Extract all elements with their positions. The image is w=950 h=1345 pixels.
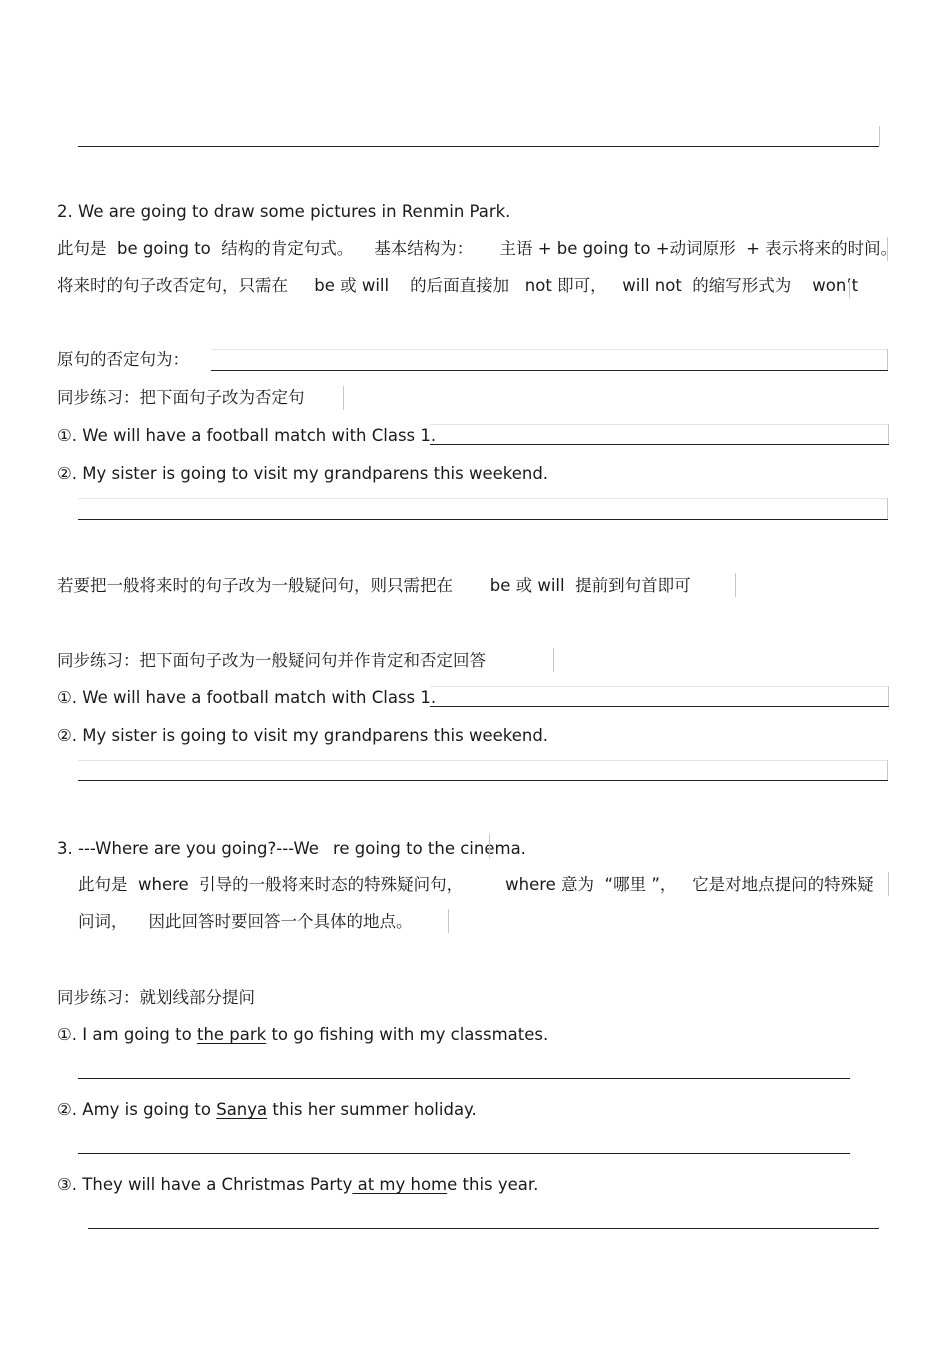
answer-line-top: [78, 146, 879, 147]
guide-line: [430, 686, 889, 687]
practice-3-answer-line-3: [88, 1228, 879, 1229]
margin-tick: [849, 280, 850, 298]
practice-3-title: 同步练习：就划线部分提问: [57, 988, 255, 1007]
margin-tick: [343, 386, 344, 410]
underlined-phrase: the park: [196, 1025, 267, 1044]
practice-3-item-2: ②. Amy is going to Sanya this her summer holiday.: [57, 1100, 477, 1119]
section-3-heading-part-2: re going to the cinema.: [332, 839, 526, 858]
section-2-note-negative: 将来时的句子改否定句，只需在 be 或 will 的后面直接加 not 即可， will not 的缩写形式为 won’t: [57, 276, 859, 295]
practice-1-answer-line-1: [430, 444, 889, 445]
practice-3-item-3: ③. They will have a Christmas Party at my home this year.: [57, 1175, 539, 1194]
margin-tick: [489, 834, 490, 858]
practice-2-answer-line-2: [78, 780, 888, 781]
question-rule: 若要把一般将来时的句子改为一般疑问句，则只需把在 be 或 will 提前到句首即可: [57, 576, 691, 595]
margin-tick: [448, 909, 449, 933]
practice-3-answer-line-1: [78, 1078, 850, 1079]
practice-2-item-2: ②. My sister is going to visit my grandparens this weekend.: [57, 726, 549, 745]
section-2-note-structure: 此句是 be going to 结构的肯定句式。 基本结构为： 主语 + be going to +动词原形 + 表示将来的时间。: [57, 239, 898, 258]
practice-1-title: 同步练习：把下面句子改为否定句: [57, 388, 305, 407]
margin-tick: [879, 126, 880, 146]
margin-tick: [888, 872, 889, 896]
guide-line: [78, 498, 888, 499]
section-3-note-2: 问词， 因此回答时要回答一个具体的地点。: [78, 912, 413, 931]
underlined-phrase: at my hom: [352, 1175, 448, 1194]
underlined-phrase: Sanya: [216, 1100, 268, 1119]
margin-tick: [888, 424, 889, 444]
margin-tick: [887, 237, 888, 261]
margin-tick: [887, 760, 888, 780]
practice-1-item-1: ①. We will have a football match with Class 1.: [57, 426, 437, 445]
practice-1-item-2: ②. My sister is going to visit my grandparens this weekend.: [57, 464, 549, 483]
section-3-heading: [57, 839, 526, 859]
margin-tick: [888, 686, 889, 706]
guide-line: [78, 760, 888, 761]
margin-tick: [887, 349, 888, 370]
section-3-heading-part-1: 3. ---Where are you going?---We: [57, 839, 319, 858]
guide-line: [430, 424, 889, 425]
section-3-note-1: 此句是 where 引导的一般将来时态的特殊疑问句， where 意为 “哪里 ”， 它是对地点提问的特殊疑: [78, 875, 874, 894]
negative-label: 原句的否定句为：: [57, 350, 189, 369]
practice-2-item-1: ①. We will have a football match with Class 1.: [57, 688, 437, 707]
practice-2-title: 同步练习：把下面句子改为一般疑问句并作肯定和否定回答: [57, 651, 486, 670]
practice-1-answer-line-2: [78, 519, 888, 520]
section-2-heading: 2. We are going to draw some pictures in Renmin Park.: [57, 202, 511, 221]
margin-tick: [887, 498, 888, 519]
practice-3-answer-line-2: [78, 1153, 850, 1154]
practice-2-answer-line-1: [430, 706, 889, 707]
practice-3-item-1: ①. I am going to the park to go fishing with my classmates.: [57, 1025, 549, 1044]
guide-line: [211, 349, 888, 350]
margin-tick: [553, 648, 554, 672]
margin-tick: [735, 573, 736, 597]
negative-answer-line: [211, 370, 888, 371]
